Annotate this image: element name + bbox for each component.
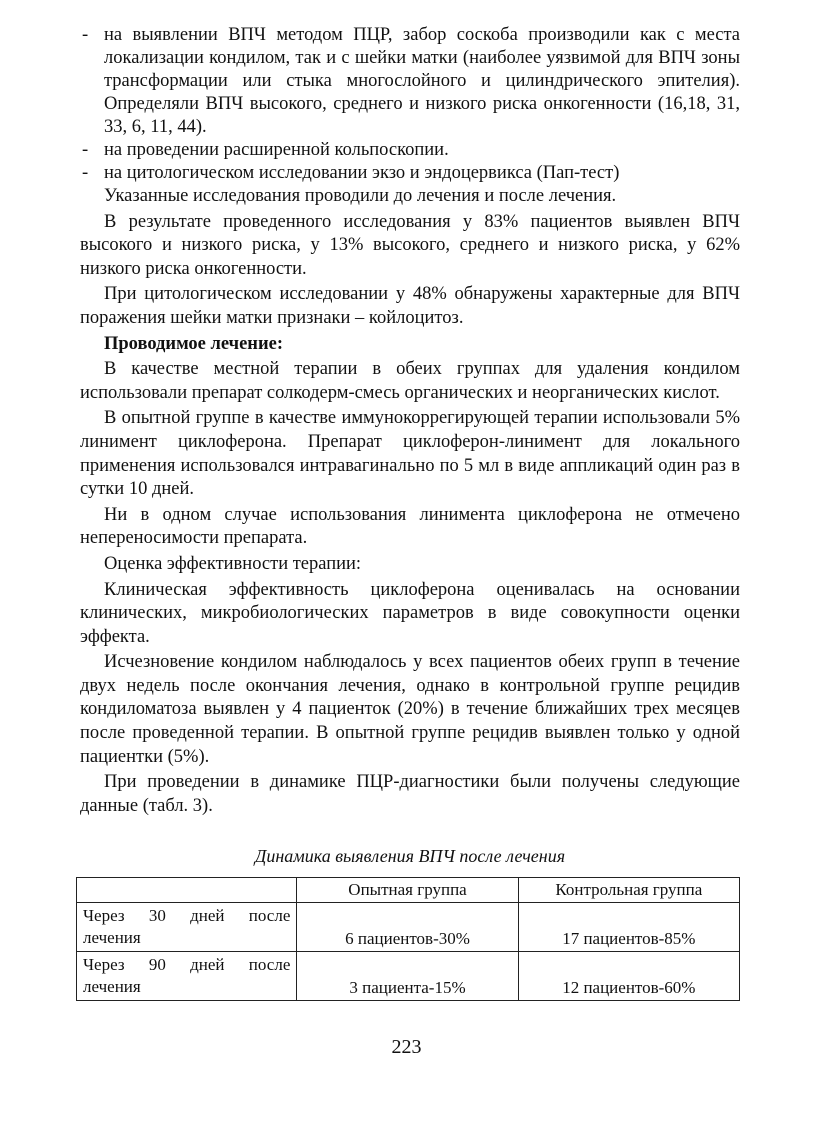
table-cell: 3 пациента-15% bbox=[297, 952, 518, 1001]
paragraph: В опытной группе в качестве иммунокоррегирующей терапии использовали 5% линимент циклоферона. Препарат циклоферон-линимент для локального применения использовался интравагинально по 5 мл в виде аппликаций один раз в сутки 10 дней. bbox=[80, 408, 740, 500]
section-heading: Проводимое лечение: bbox=[104, 333, 283, 354]
results-table bbox=[76, 877, 740, 1001]
method-list bbox=[80, 24, 740, 185]
paragraph: В результате проведенного исследования у 83% пациентов выявлен ВПЧ высокого и низкого риска, у 13% высокого, среднего и низкого риска, у 62% низкого риска онкогенности. bbox=[80, 211, 740, 279]
table-cell: 6 пациентов-30% bbox=[297, 903, 518, 952]
table-row bbox=[77, 952, 740, 1001]
table-cell: 12 пациентов-60% bbox=[518, 952, 739, 1001]
table-cell: 17 пациентов-85% bbox=[518, 903, 739, 952]
paragraph: Исчезновение кондилом наблюдалось у всех пациентов обеих групп в течение двух недель после окончания лечения, однако в контрольной группе рецидив кондиломатоза выявлен у 4 пациенток (20%) в течение ближайших трех месяцев после проведенной терапии. В опытной группе рецидив выявлен только у одной пациентки (5%). bbox=[80, 652, 740, 767]
paragraph: При проведении в динамике ПЦР-диагностики были получены следующие данные (табл. 3). bbox=[80, 772, 740, 816]
page-number: 223 bbox=[391, 1036, 422, 1058]
table-row-label: Через 30 дней после лечения bbox=[77, 903, 297, 952]
table-row-label: Через 90 дней после лечения bbox=[77, 952, 297, 1001]
page-body bbox=[80, 24, 740, 1001]
paragraph: В качестве местной терапии в обеих группах для удаления кондилом использовали препарат солкодерм-смесь органических и неорганических кислот. bbox=[80, 359, 740, 403]
table-header-cell: Опытная группа bbox=[297, 878, 518, 903]
paragraph: Указанные исследования проводили до лечения и после лечения. bbox=[104, 186, 617, 206]
list-item: - на выявлении ВПЧ методом ПЦР, забор соскоба производили как с места локализации кондилом, так и с шейки матки (наиболее уязвимой для ВПЧ зоны трансформации или стыка многослойного и цилиндрического эпителия). Определяли ВПЧ высокого, среднего и низкого риска онкогенности (16,18, 31, 33, 6, 11, 44). bbox=[80, 24, 740, 139]
list-item: - на цитологическом исследовании экзо и эндоцервикса (Пап-тест) bbox=[80, 162, 740, 185]
table-header-cell: Контрольная группа bbox=[518, 878, 739, 903]
list-item: - на проведении расширенной кольпоскопии. bbox=[80, 139, 740, 162]
table-header-cell bbox=[77, 878, 297, 903]
paragraph: Оценка эффективности терапии: bbox=[104, 553, 362, 574]
table-caption: Динамика выявления ВПЧ после лечения bbox=[254, 846, 566, 867]
paragraph: Клиническая эффективность циклоферона оценивалась на основании клинических, микробиологических параметров в виде совокупности оценки эффекта. bbox=[80, 579, 740, 647]
paragraph: Ни в одном случае использования линимента циклоферона не отмечено непереносимости препарата. bbox=[80, 504, 740, 549]
paragraph: При цитологическом исследовании у 48% обнаружены характерные для ВПЧ поражения шейки матки признаки – койлоцитоз. bbox=[80, 284, 740, 328]
table-header-row bbox=[77, 878, 740, 903]
table-row bbox=[77, 903, 740, 952]
